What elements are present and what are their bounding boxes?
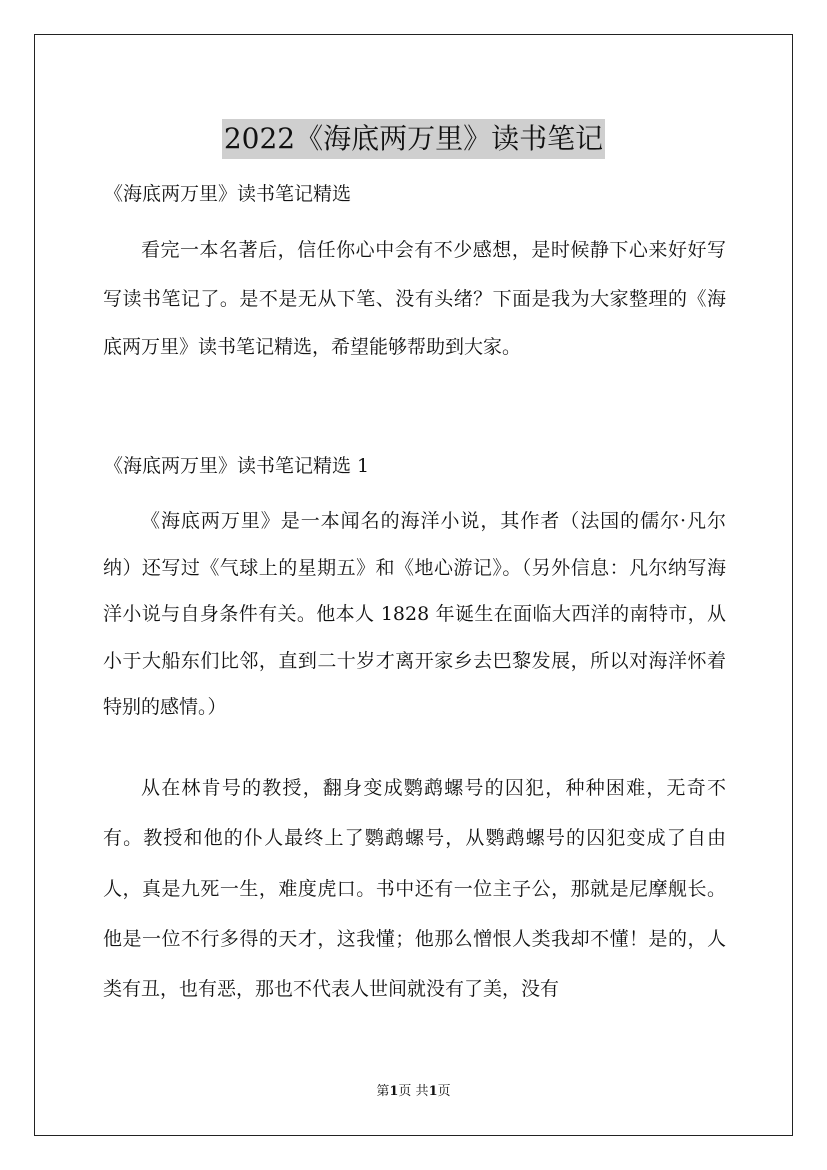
footer-page-number: 1 (389, 1084, 399, 1099)
note1-paragraph-1: 《海底两万里》是一本闻名的海洋小说，其作者（法国的儒尔·凡尔纳）还写过《气球上的星期五》和《地心游记》。（另外信息：凡尔纳写海洋小说与自身条件有关。他本人 1828 年诞生在面临大西洋的南特市，从小于大船东们比邻，直到二十岁才离开家乡去巴黎发展，所以对海洋怀着特别的感情。） (103, 510, 726, 718)
note1-paragraph-2: 从在林肯号的教授，翻身变成鹦鹉螺号的囚犯，种种困难，无奇不有。教授和他的仆人最终上了鹦鹉螺号，从鹦鹉螺号的囚犯变成了自由人，真是九死一生，难度虎口。书中还有一位主子公，那就是尼摩舰长。他是一位不行多得的天才，这我懂；他那么憎恨人类我却不懂！是的，人类有丑，也有恶，那也不代表人世间就没有了美，没有 (103, 777, 726, 1001)
footer-prefix: 第 (376, 1084, 390, 1099)
footer-suffix: 页 (437, 1084, 451, 1099)
footer-mid: 页 共 (398, 1084, 429, 1099)
document-title: 2022《海底两万里》读书笔记 (222, 119, 605, 159)
footer-total-pages: 1 (428, 1084, 438, 1099)
page-footer (0, 1083, 827, 1101)
note1-heading: 《海底两万里》读书笔记精选 1 (104, 455, 370, 477)
intro-paragraph: 看完一本名著后，信任你心中会有不少感想，是时候静下心来好好写写读书笔记了。是不是无从下笔、没有头绪？下面是我为大家整理的《海底两万里》读书笔记精选，希望能够帮助到大家。 (103, 239, 726, 358)
title-container (0, 100, 827, 178)
section-heading: 《海底两万里》读书笔记精选 (104, 183, 352, 205)
